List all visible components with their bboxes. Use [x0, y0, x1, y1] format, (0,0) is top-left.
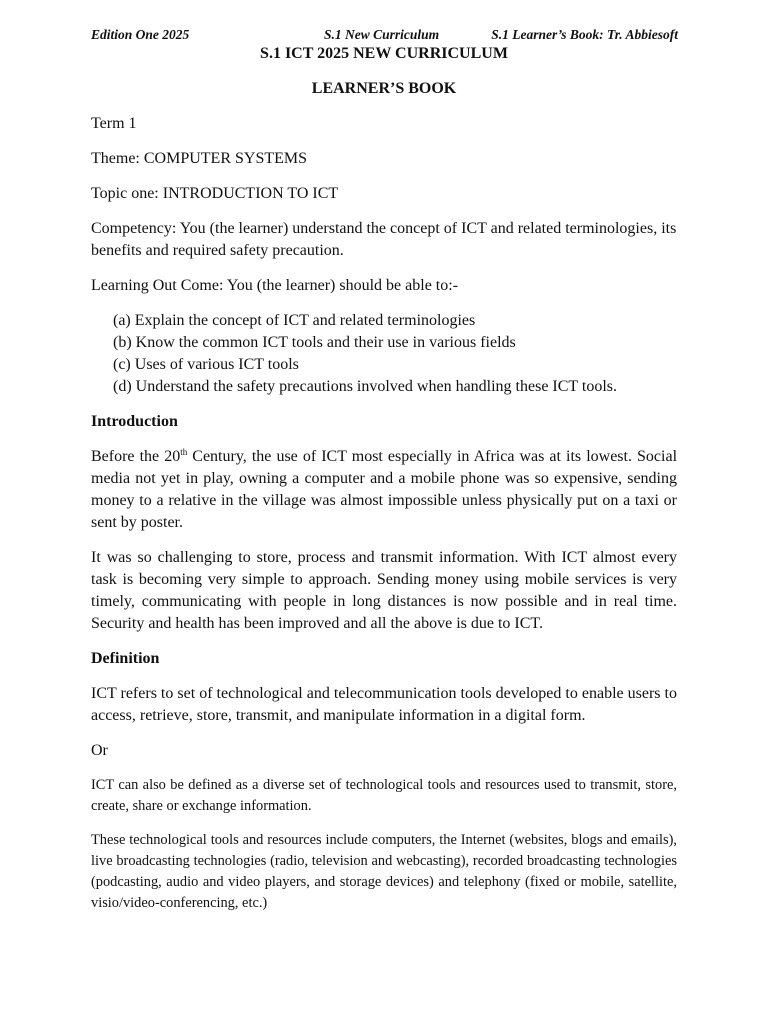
document-title: S.1 ICT 2025 NEW CURRICULUM — [260, 45, 508, 62]
learning-outcomes-list — [91, 310, 677, 398]
list-item: (a) Explain the concept of ICT and related terminologies — [113, 312, 476, 329]
learning-outcome-line: Learning Out Come: You (the learner) should be able to:- — [91, 277, 459, 294]
introduction-heading: Introduction — [91, 413, 178, 430]
intro-text-rest: Century, the use of ICT most especially in Africa was at its lowest. Social media not yet in play, owning a computer and a mobile phone was so expensive, sending money to a relative in the village was almost impossible unless physically put on a taxi or sent by poster. — [91, 448, 678, 531]
term-line: Term 1 — [91, 115, 137, 132]
introduction-paragraph-2: It was so challenging to store, process and transmit information. With ICT almost every task is becoming very simple to approach. Sending money using mobile services is very timely, communicating with people in long distances is now possible and in real time. Security and health has been improved and all the above is due to ICT. — [91, 549, 677, 632]
list-item: (c) Uses of various ICT tools — [113, 356, 299, 373]
competency-paragraph: Competency: You (the learner) understand the concept of ICT and related terminologies, its benefits and required safety precaution. — [91, 220, 677, 259]
list-item: (d) Understand the safety precautions involved when handling these ICT tools. — [113, 378, 618, 395]
theme-line: Theme: COMPUTER SYSTEMS — [91, 150, 308, 167]
topic-line: Topic one: INTRODUCTION TO ICT — [91, 185, 339, 202]
header-curriculum: S.1 New Curriculum — [324, 27, 440, 42]
header-book-author: S.1 Learner’s Book: Tr. Abbiesoft — [491, 27, 678, 42]
header-edition: Edition One 2025 — [91, 27, 190, 42]
introduction-paragraph-1 — [91, 446, 677, 534]
definition-paragraph-2: ICT can also be defined as a diverse set of technological tools and resources used to transmit, store, create, share or exchange information. — [91, 777, 677, 814]
definition-paragraph-3: These technological tools and resources include computers, the Internet (websites, blogs and emails), live broadcasting technologies (radio, television and webcasting), recorded broadcasting technologies (podcasting, audio and video players, and storage devices) and telephony (fixed or mobile, satellite, visio/video-conferencing, etc.) — [91, 832, 677, 911]
definition-paragraph-1: ICT refers to set of technological and telecommunication tools developed to enable users to access, retrieve, store, transmit, and manipulate information in a digital form. — [91, 685, 677, 724]
document-body — [91, 43, 677, 914]
definition-or: Or — [91, 742, 108, 759]
intro-text-start: Before the 20 — [91, 448, 181, 465]
superscript-th: th — [180, 447, 188, 457]
definition-heading: Definition — [91, 650, 160, 667]
document-subtitle: LEARNER’S BOOK — [311, 80, 457, 97]
list-item: (b) Know the common ICT tools and their use in various fields — [113, 334, 516, 351]
